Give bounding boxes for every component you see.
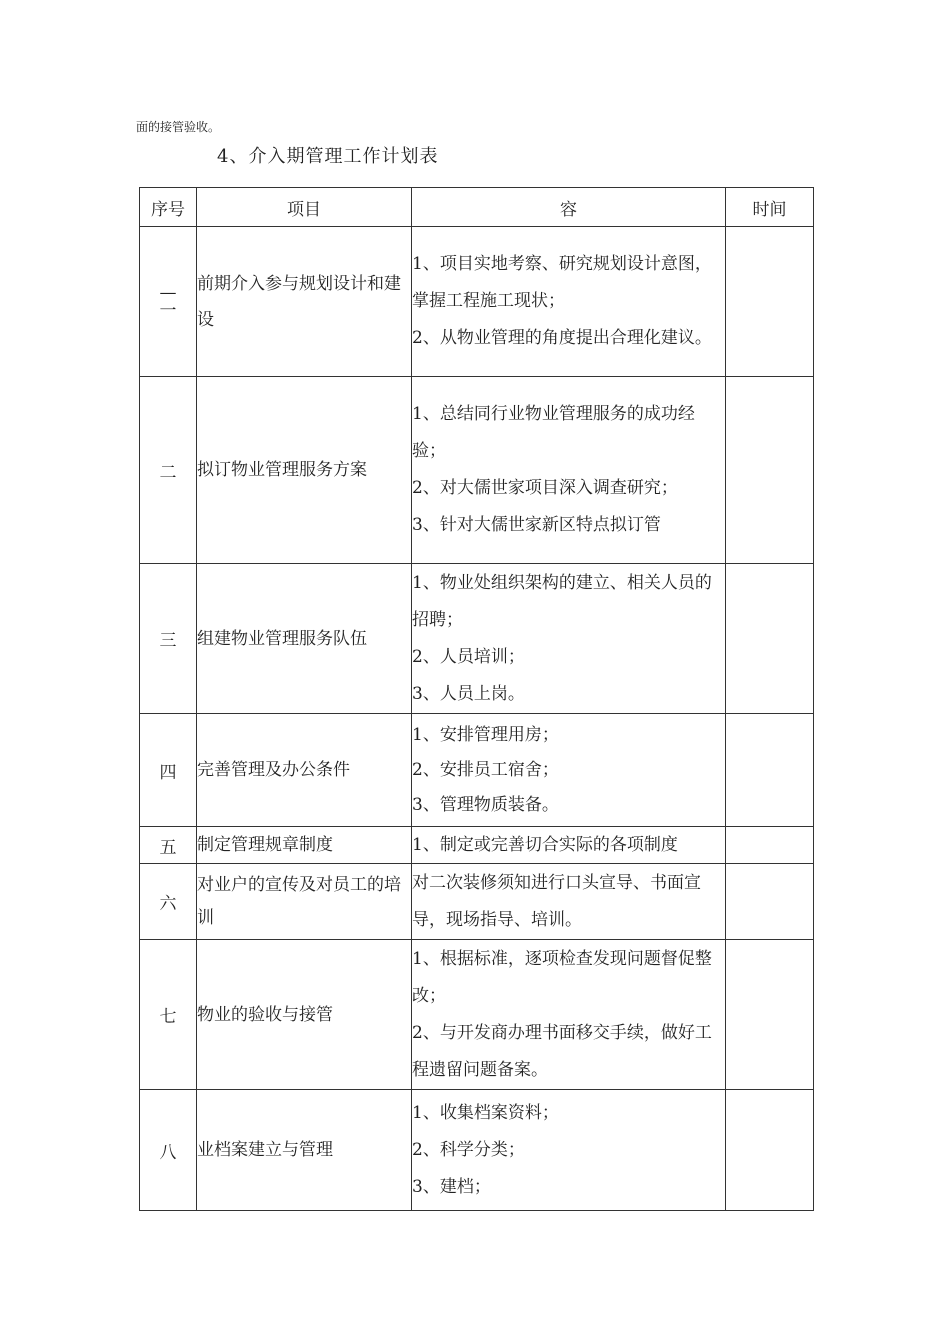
content-line: 3、管理物质装备。 — [412, 794, 559, 815]
row-number: — 一 — [140, 227, 197, 377]
row-time — [726, 940, 814, 1090]
table-row — [140, 827, 814, 864]
content-line: 2、与开发商办理书面移交手续，做好工程遗留问题备案。 — [412, 1022, 712, 1080]
content-line: 3、针对大儒世家新区特点拟订管 — [412, 515, 661, 535]
table-row — [140, 714, 814, 827]
content-line: 3、人员上岗。 — [412, 683, 525, 704]
row-number: 五 — [140, 827, 197, 864]
table-row — [140, 1090, 814, 1211]
table-row — [140, 564, 814, 714]
content-line: 1、收集档案资料； — [412, 1102, 559, 1123]
row-time — [726, 827, 814, 864]
row-item: 业档案建立与管理 — [197, 1090, 412, 1211]
row-number: 七 — [140, 940, 197, 1090]
content-line: 1、物业处组织架构的建立、相关人员的招聘； — [412, 572, 712, 630]
content-line: 2、人员培训； — [412, 646, 525, 667]
table-row — [140, 377, 814, 564]
row-number: 三 — [140, 564, 197, 714]
plan-table — [139, 187, 814, 1211]
row-time — [726, 714, 814, 827]
row-time — [726, 377, 814, 564]
content-line: 2、安排员工宿舍； — [412, 759, 559, 780]
row-time — [726, 564, 814, 714]
row-time — [726, 1090, 814, 1211]
content-clip — [412, 827, 725, 863]
row-time — [726, 227, 814, 377]
row-content — [412, 377, 726, 564]
row-content — [412, 940, 726, 1090]
row-item: 对业户的宣传及对员工的培训 — [197, 864, 412, 940]
table-title: 4、介入期管理工作计划表 — [217, 146, 439, 167]
row-item: 组建物业管理服务队伍 — [197, 564, 412, 714]
row-content — [412, 864, 726, 940]
header-item: 项目 — [197, 188, 412, 227]
row-time — [726, 864, 814, 940]
content-line: 1、项目实地考察、研究规划设计意图，掌握工程施工现状； — [412, 254, 712, 311]
row-number: 六 — [140, 864, 197, 940]
row-item: 拟订物业管理服务方案 — [197, 377, 412, 564]
content-line: 对二次装修须知进行口头宣导、书面宣导，现场指导、培训。 — [412, 872, 701, 930]
row-item: 前期介入参与规划设计和建设 — [197, 227, 412, 377]
row-number: 二 — [140, 377, 197, 564]
row-item: 制定管理规章制度 — [197, 827, 412, 864]
row-content — [412, 227, 726, 377]
header-content: 容 — [412, 188, 726, 227]
content-line: 1、根据标准，逐项检查发现问题督促整改； — [412, 948, 712, 1006]
row-number: 四 — [140, 714, 197, 827]
content-line: 3、建档； — [412, 1176, 491, 1197]
content-line: 2、科学分类； — [412, 1139, 525, 1160]
content-line: 2、从物业管理的角度提出合理化建议。 — [412, 328, 712, 348]
header-time: 时间 — [726, 188, 814, 227]
table-row — [140, 864, 814, 940]
table-row — [140, 227, 814, 377]
row-content — [412, 1090, 726, 1211]
content-line: 1、总结同行业物业管理服务的成功经验； — [412, 404, 695, 461]
content-line: 1、制定或完善切合实际的各项制度 — [412, 835, 678, 855]
header-row — [140, 188, 814, 227]
table-row — [140, 940, 814, 1090]
row-content — [412, 827, 726, 864]
lead-text: 面的接管验收。 — [136, 120, 221, 134]
row-content — [412, 714, 726, 827]
row-content — [412, 564, 726, 714]
row-item: 物业的验收与接管 — [197, 940, 412, 1090]
row-number: 八 — [140, 1090, 197, 1211]
row-item: 完善管理及办公条件 — [197, 714, 412, 827]
header-num: 序号 — [140, 188, 197, 227]
content-line: 1、安排管理用房； — [412, 724, 559, 745]
content-line: 2、对大儒世家项目深入调查研究； — [412, 478, 678, 498]
